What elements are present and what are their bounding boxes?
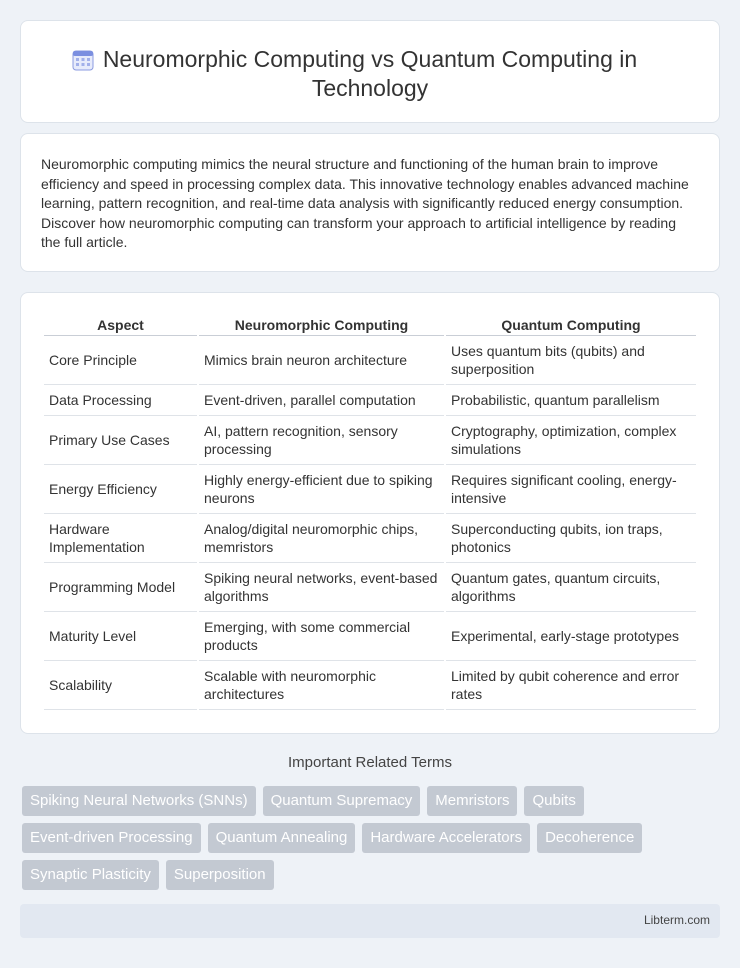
footer	[20, 904, 720, 938]
related-terms-heading: Important Related Terms	[288, 754, 452, 771]
intro-paragraph: Neuromorphic computing mimics the neural structure and functioning of the human brain to improve efficiency and speed in processing complex data. This innovative technology enables advanced machine learning, pattern recognition, and real-time data analysis with significantly reduced energy consumption. Discover how neuromorphic computing can transform your approach to artificial intelligence by reading the full article.	[41, 156, 689, 250]
table-row	[44, 661, 696, 710]
row-neuromorphic: Mimics brain neuron architecture	[199, 336, 444, 385]
row-neuromorphic: Emerging, with some commercial products	[199, 612, 444, 661]
title-card	[20, 20, 720, 123]
row-neuromorphic: Highly energy-efficient due to spiking neurons	[199, 465, 444, 514]
row-aspect: Data Processing	[44, 385, 197, 416]
row-quantum: Experimental, early-stage prototypes	[446, 612, 696, 661]
comparison-table	[42, 313, 698, 710]
row-aspect: Maturity Level	[44, 612, 197, 661]
header-quantum: Quantum Computing	[446, 313, 696, 336]
row-aspect: Programming Model	[44, 563, 197, 612]
tag-quantum-annealing[interactable]: Quantum Annealing	[208, 823, 356, 853]
row-quantum: Requires significant cooling, energy-intensive	[446, 465, 696, 514]
page-title: Neuromorphic Computing vs Quantum Computing in Technology	[102, 46, 638, 101]
tag-hardware-accelerators[interactable]: Hardware Accelerators	[362, 823, 530, 853]
row-aspect: Hardware Implementation	[44, 514, 197, 563]
intro-card	[20, 133, 720, 272]
tag-spiking-neural-networks[interactable]: Spiking Neural Networks (SNNs)	[22, 786, 256, 816]
row-quantum: Cryptography, optimization, complex simulations	[446, 416, 696, 465]
tag-superposition[interactable]: Superposition	[166, 860, 274, 890]
comparison-table-card	[20, 292, 720, 734]
row-quantum: Quantum gates, quantum circuits, algorithms	[446, 563, 696, 612]
row-neuromorphic: AI, pattern recognition, sensory processing	[199, 416, 444, 465]
table-row	[44, 336, 696, 385]
tag-synaptic-plasticity[interactable]: Synaptic Plasticity	[22, 860, 159, 890]
row-neuromorphic: Event-driven, parallel computation	[199, 385, 444, 416]
row-aspect: Primary Use Cases	[44, 416, 197, 465]
table-row	[44, 612, 696, 661]
table-row	[44, 385, 696, 416]
table-row	[44, 563, 696, 612]
header-neuromorphic: Neuromorphic Computing	[199, 313, 444, 336]
tag-qubits[interactable]: Qubits	[524, 786, 583, 816]
row-quantum: Uses quantum bits (qubits) and superposition	[446, 336, 696, 385]
row-quantum: Probabilistic, quantum parallelism	[446, 385, 696, 416]
tag-memristors[interactable]: Memristors	[427, 786, 517, 816]
row-aspect: Energy Efficiency	[44, 465, 197, 514]
row-neuromorphic: Scalable with neuromorphic architectures	[199, 661, 444, 710]
tag-event-driven-processing[interactable]: Event-driven Processing	[22, 823, 201, 853]
row-neuromorphic: Analog/digital neuromorphic chips, memristors	[199, 514, 444, 563]
row-aspect: Core Principle	[44, 336, 197, 385]
tag-decoherence[interactable]: Decoherence	[537, 823, 642, 853]
row-quantum: Superconducting qubits, ion traps, photonics	[446, 514, 696, 563]
row-aspect: Scalability	[44, 661, 197, 710]
header-aspect: Aspect	[44, 313, 197, 336]
row-neuromorphic: Spiking neural networks, event-based algorithms	[199, 563, 444, 612]
tag-quantum-supremacy[interactable]: Quantum Supremacy	[263, 786, 421, 816]
row-quantum: Limited by qubit coherence and error rates	[446, 661, 696, 710]
table-row	[44, 465, 696, 514]
table-row	[44, 514, 696, 563]
related-terms-list	[22, 786, 712, 890]
table-row	[44, 416, 696, 465]
table-header-row	[44, 313, 696, 336]
footer-site-link[interactable]: Libterm.com	[643, 913, 710, 927]
